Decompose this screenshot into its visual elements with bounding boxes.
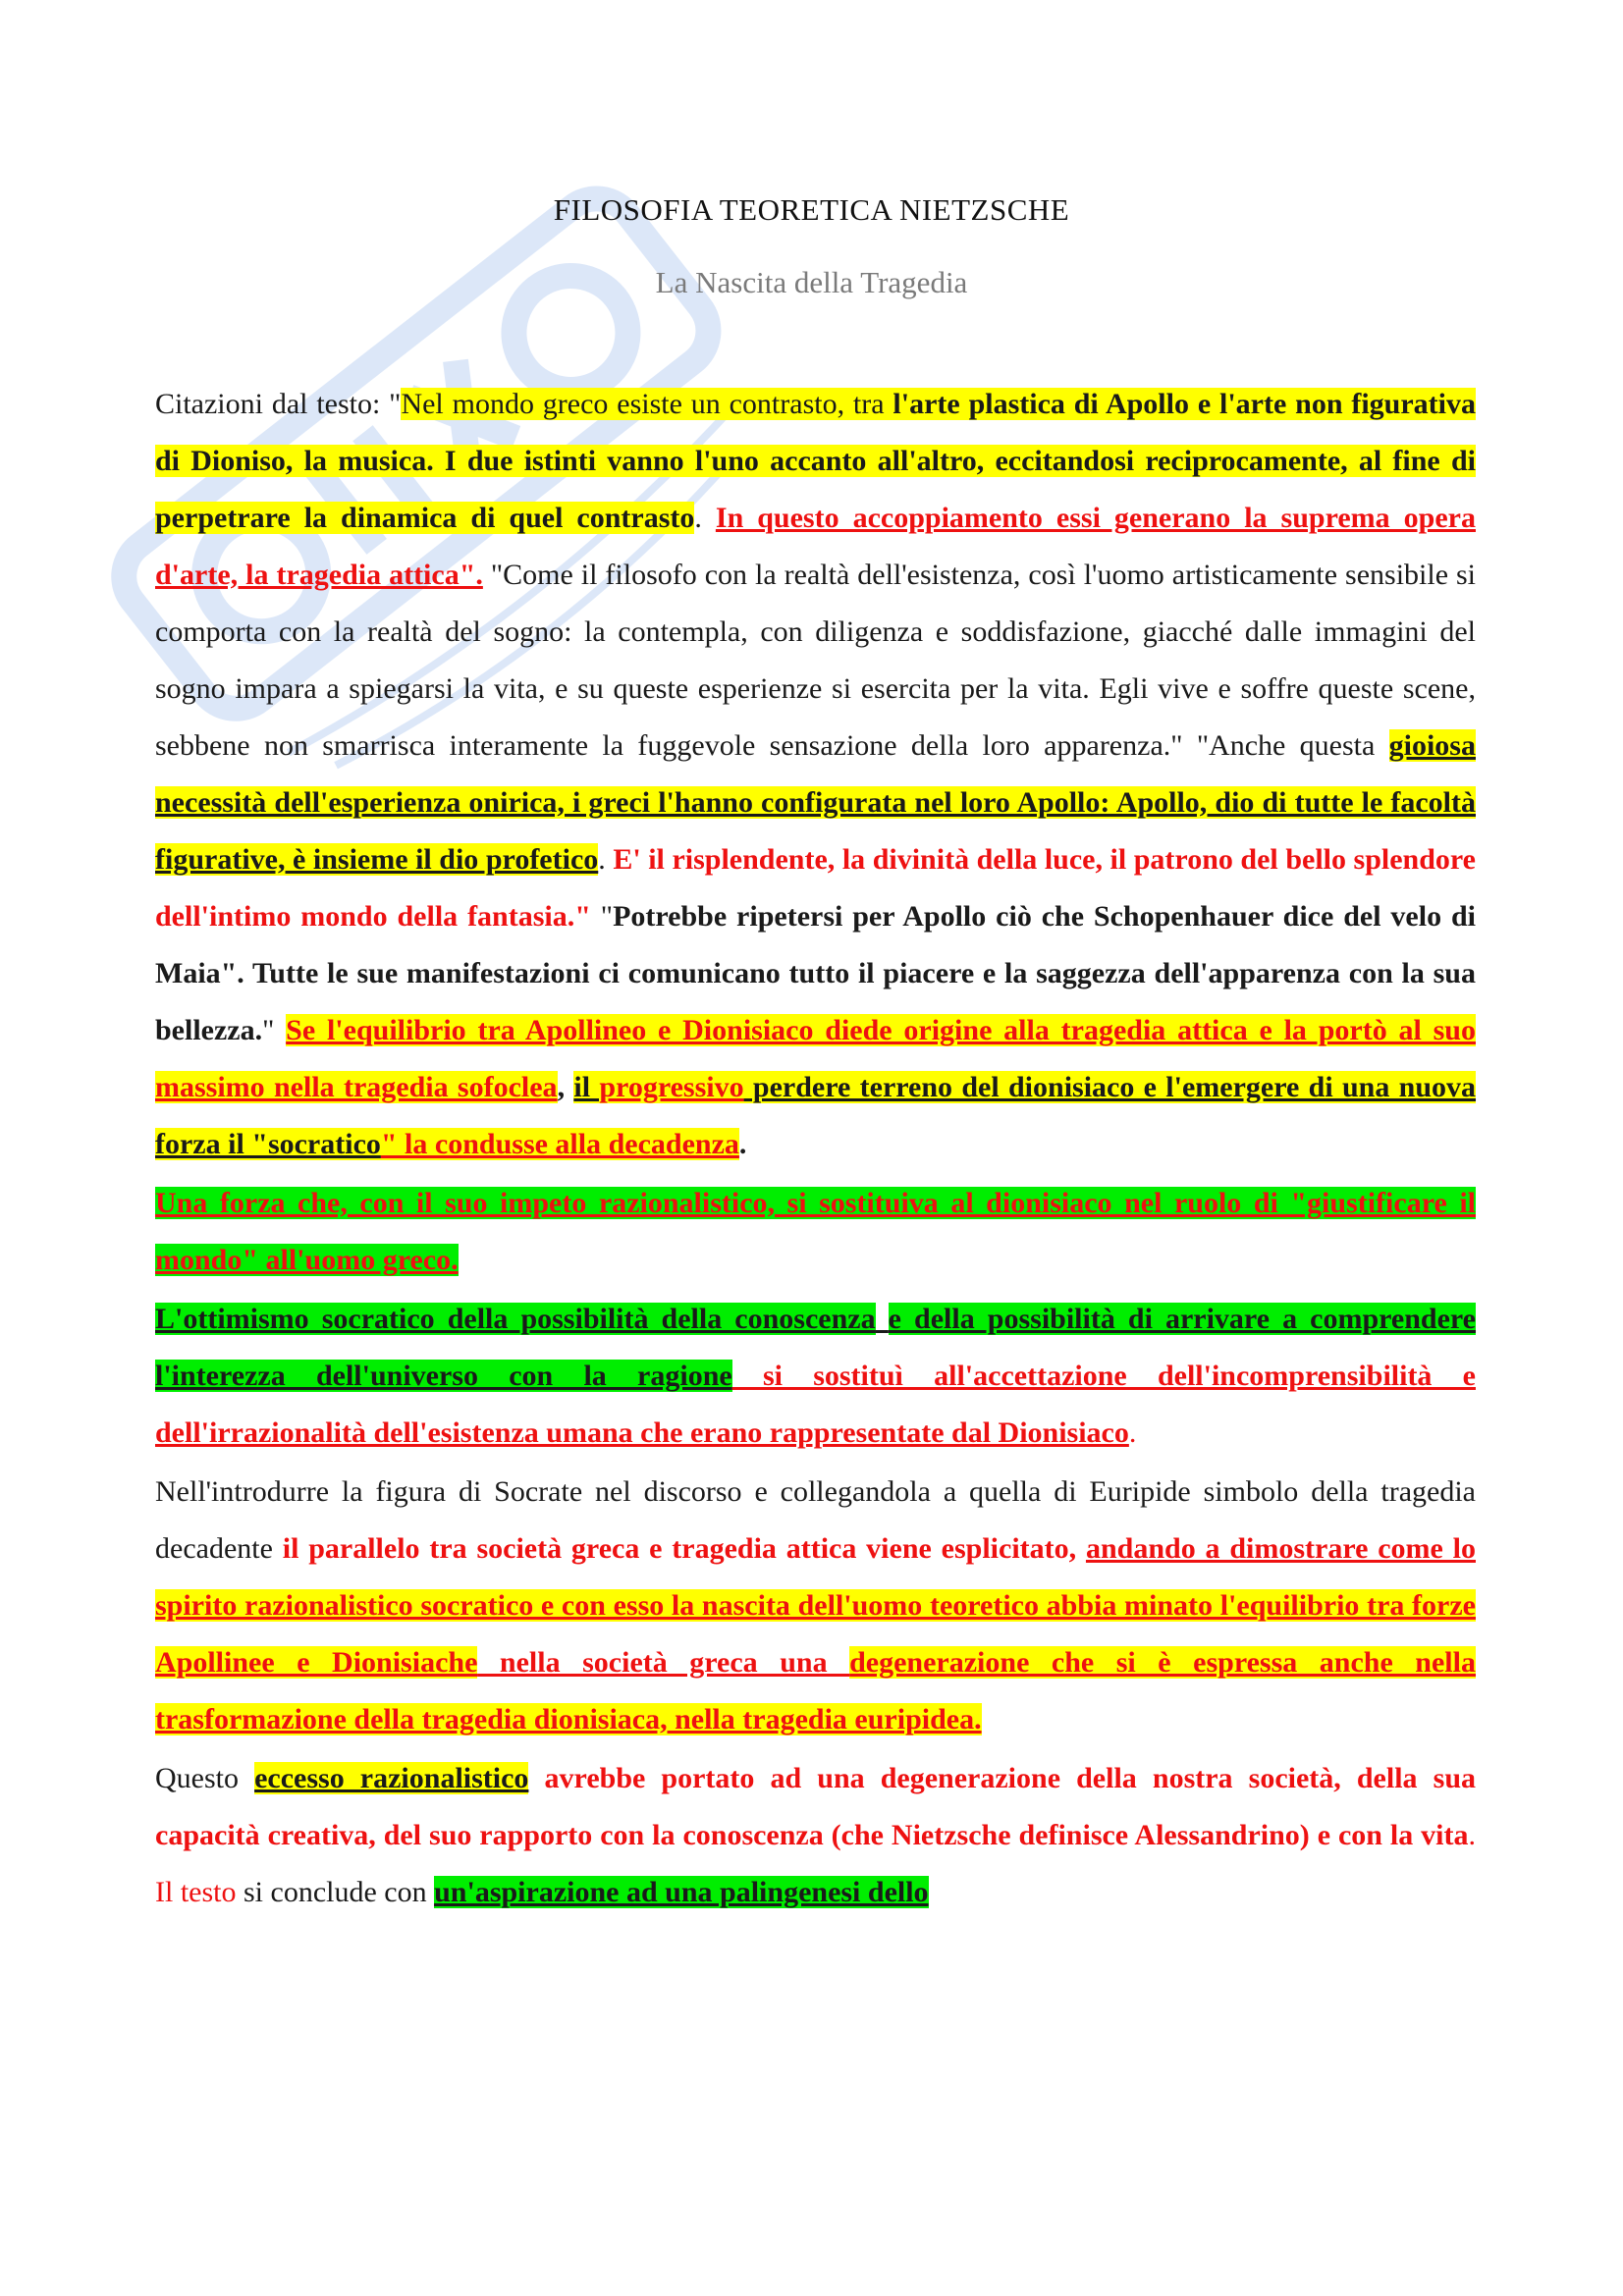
text-run: avrebbe portato ad una degenerazione della nostra società, della sua capacità creativa, del suo rapporto con la conoscenza (che Nietzsche definisce Alessandrino) e con la vita bbox=[155, 1762, 1476, 1851]
text-run: " bbox=[590, 900, 614, 933]
text-run: gioiosa necessità dell'esperienza onirica, i greci l'hanno configurata nel loro Apollo: Apollo, dio di tutte le facoltà figurative, è insieme il dio profetico bbox=[155, 729, 1476, 876]
text-run bbox=[876, 1303, 889, 1335]
text-run: . Il testo bbox=[155, 1819, 1476, 1908]
text-run: si conclude con bbox=[243, 1876, 435, 1908]
text-run: e della possibilità di arrivare a comprendere l'interezza dell'universo con la ragione bbox=[155, 1303, 1477, 1392]
text-run: L'ottimismo socratico della possibilità della conoscenza bbox=[155, 1303, 876, 1335]
document-subtitle: La Nascita della Tragedia bbox=[655, 265, 968, 299]
text-run: l'arte plastica di Apollo e l'arte non figurativa di Dioniso, la musica. I due istinti vanno l'uno accanto all'altro, eccitandosi reciprocamente, al fine di perpetrare la dinamica di quel contrasto bbox=[155, 388, 1477, 534]
text-run: , bbox=[557, 1071, 574, 1103]
text-run: degenerazione che si è espressa anche nella trasformazione della tragedia dionisiaca, nella tragedia euripidea. bbox=[155, 1646, 1476, 1735]
document-title: FILOSOFIA TEORETICA NIETZSCHE bbox=[553, 192, 1070, 227]
text-run: il parallelo tra società greca e tragedia attica viene esplicitato, bbox=[282, 1532, 1086, 1565]
text-run: spirito razionalistico socratico e con esso la nascita dell'uomo teoretico abbia minato l'equilibrio tra forze Apollinee e Dionisiache bbox=[155, 1589, 1476, 1679]
text-run: il bbox=[573, 1071, 600, 1103]
text-run: si sostituì all'accettazione dell'incomprensibilità e dell'irrazionalità dell'esistenza umana che erano rappresentate dal Dionisiaco bbox=[155, 1360, 1476, 1449]
text-run: un'aspirazione ad una palingenesi dello bbox=[434, 1876, 929, 1908]
text-run: " bbox=[262, 1014, 287, 1046]
text-run: Nel mondo greco esiste un contrasto, tra bbox=[401, 388, 893, 420]
text-run: Una forza che, con il suo impeto razionalistico, si sostituiva al dionisiaco nel ruolo di "giustificare il mondo" all'uomo greco. bbox=[155, 1187, 1476, 1276]
text-run: E' il risplendente, la divinità della luce, il patrono del bello splendore dell'intimo mondo della fantasia." bbox=[155, 843, 1476, 933]
paragraph bbox=[155, 376, 1476, 1173]
text-run: nella società greca una bbox=[477, 1646, 850, 1679]
text-run: eccesso razionalistico bbox=[254, 1762, 529, 1794]
text-run: andando a dimostrare come lo bbox=[1085, 1532, 1476, 1565]
text-run: Nell'introdurre la figura di Socrate nel discorso e collegandola a quella di Euripide simbolo della tragedia decadente bbox=[155, 1475, 1476, 1565]
text-run: Questo bbox=[155, 1762, 255, 1794]
text-run: . bbox=[694, 502, 716, 534]
text-run bbox=[528, 1762, 544, 1794]
text-run: . bbox=[598, 843, 614, 876]
text-run: perdere terreno del dionisiaco e l'emergere di una nuova forza il "socratico bbox=[155, 1071, 1477, 1160]
paragraph bbox=[155, 1175, 1476, 1289]
text-run: "Come il filosofo con la realtà dell'esistenza, così l'uomo artisticamente sensibile si comporta con la realtà del sogno: la contempla, con diligenza e soddisfazione, giacché dalle immagini del sogno impara a spiegarsi la vita, e su queste esperienze si esercita per la vita. Egli vive e soffre queste scene, sebbene non smarrisca interamente la fuggevole sensazione della loro apparenza." "Anche questa bbox=[155, 559, 1477, 762]
text-run: Se l'equilibrio tra Apollineo e Dionisiaco diede origine alla tragedia attica e la portò al suo massimo nella tragedia sofoclea bbox=[155, 1014, 1476, 1103]
paragraph bbox=[155, 1291, 1476, 1462]
paragraph bbox=[155, 1750, 1476, 1921]
text-run: . bbox=[738, 1128, 747, 1160]
text-run: progressivo bbox=[599, 1071, 744, 1103]
text-run: In questo accoppiamento essi generano la suprema opera d'arte, la tragedia attica". bbox=[155, 502, 1476, 591]
text-run: " la condusse alla decadenza bbox=[380, 1128, 739, 1160]
paragraph bbox=[155, 1464, 1476, 1748]
text-run: Potrebbe ripetersi per Apollo ciò che Schopenhauer dice del velo di Maia". Tutte le sue manifestazioni ci comunicano tutto il piacere e la saggezza dell'apparenza con la sua bellezza. bbox=[155, 900, 1477, 1046]
text-run: Citazioni dal testo: " bbox=[155, 388, 402, 420]
text-run: . bbox=[1128, 1416, 1137, 1449]
document-body bbox=[155, 376, 1476, 1921]
